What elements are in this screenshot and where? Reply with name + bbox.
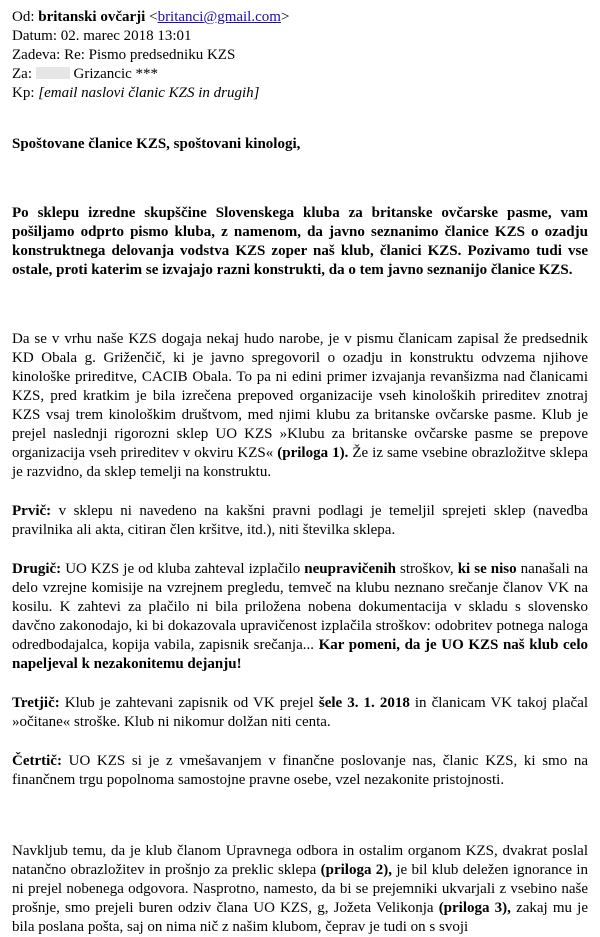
p1-bold: (priloga 1). <box>277 445 349 461</box>
p3-b2: ki se niso <box>457 561 517 577</box>
paragraph-prvic <box>12 502 588 540</box>
from-line: Od: britanski ovčarji <britanci@gmail.com> <box>12 9 290 25</box>
p2-lead: Prvič: <box>12 503 52 519</box>
to-line <box>12 65 588 84</box>
p3-t3: nanašali na delo vzrejne komisije na vzrejnem pregledu, temveč na klubu neznano srečanje članov VK na kosilu. K zahtevi za plačilo ni bila priložena nobena dokumentacija v skladu s slovensko davčno zakonodajo, ki bi dokazovala upravičenost izplačila stroškov: odobritev potnega naloga odredbodajalca, kopija vabila, zapisnik srečanja... <box>12 561 589 653</box>
to-value: Grizancic *** <box>73 66 159 82</box>
to-label: Za: <box>12 66 32 82</box>
date-value: 02. marec 2018 13:01 <box>60 28 192 44</box>
p4-b1: šele 3. 1. 2018 <box>318 695 410 711</box>
intro-paragraph: Po sklepu izredne skupščine Slovenskega kluba za britanske ovčarske pasme, vam pošiljamo odprto pismo kluba, z namenom, da javno seznanimo članice KZS o ozadju konstruktnega delovanja vodstva KZS zoper naš klub, članici KZS. Pozivamo tudi vse ostale, proti katerim se izvajajo razni konstrukti, da o tem javno seznanijo članice KZS. <box>12 205 588 278</box>
paragraph-cetrtic <box>12 752 588 790</box>
paragraph-navkljub <box>12 842 588 937</box>
cc-line <box>12 84 588 103</box>
p6-t3: zakaj mu je bila poslana pošta, saj on nima nič z našim klubom, čeprav je tudi on s svoji <box>12 900 589 935</box>
from-email-link[interactable]: britanci@gmail.com <box>157 9 281 25</box>
date-line <box>12 27 588 46</box>
date-label: Datum: <box>12 28 57 44</box>
paragraph-1 <box>12 330 588 482</box>
p4-lead: Tretjič: <box>12 695 60 711</box>
p5-text: UO KZS si je z vmešavanjem v finančne poslovanje nas, članic KZS, ki smo na finančnem trgu popolnoma samostojne pravne osebe, vzel nezakonite pristojnosti. <box>12 753 589 788</box>
subject-label: Zadeva: <box>12 47 61 63</box>
subject-line <box>12 46 588 65</box>
cc-value: [email naslovi članic KZS in drugih] <box>38 85 260 101</box>
cc-label: Kp: <box>12 85 35 101</box>
p6-b2: (priloga 3), <box>438 900 511 916</box>
p6-b1: (priloga 2), <box>320 862 393 878</box>
p3-t1: UO KZS je od kluba zahteval izplačilo <box>65 561 301 577</box>
p5-lead: Četrtič: <box>12 753 62 769</box>
from-name: britanski ovčarji <box>38 9 146 25</box>
p1-after: Že iz same vsebine obrazložitve sklepa je razvidno, da sklep temelji na konstruktu. <box>12 445 589 480</box>
p4-t2: in članicam VK takoj plačal »očitane« stroške. Klub ni nikomur dolžan niti centa. <box>12 695 589 730</box>
p3-b3: Kar pomeni, da je UO KZS naš klub celo napeljeval k nezakonitemu dejanju! <box>12 637 588 672</box>
redacted-name <box>36 67 70 79</box>
from-label: Od: <box>12 9 35 25</box>
p4-t1: Klub je zahtevani zapisnik od VK prejel <box>64 695 314 711</box>
subject-value: Re: Pismo predsedniku KZS <box>64 47 236 63</box>
p3-b1: neupravičenih <box>304 561 396 577</box>
greeting: Spoštovane članice KZS, spoštovani kinologi, <box>12 136 301 152</box>
p1-text: Da se v vrhu naše KZS dogaja nekaj hudo narobe, je v pismu članicam zapisal že predsednik KD Obala g. Griženčič, ki je javno spregovoril o ozadju in konstruktu odvzema njihove kinološke prireditve, CACIB Obala. To pa ni edini primer izvajanja revanšizma nad članicami KZS, pred kratkim je bila izrečena prepoved organizacije vseh kinoloških prireditev znotraj KZS vsaj trem kinološkim društvom, med njimi klubu za britanske ovčarske pasme. Klub je prejel naslednji rigorozni sklep UO KZS »Klubu za britanske ovčarske pasme se prepove organizacija vseh prireditev v okviru KZS« <box>12 331 588 461</box>
paragraph-drugic <box>12 560 588 674</box>
p6-t1: Navkljub temu, da je klub članom Upravnega odbora in ostalim organom KZS, dvakrat poslal natančno obrazložitev in prošnjo za preklic sklepa <box>12 843 588 878</box>
p2-text: v sklepu ni navedeno na kakšni pravni podlagi je temeljil sprejeti sklep (navedba pravilnika ali akta, citiran člen kršitve, itd.), niti številka sklepa. <box>12 503 588 538</box>
email-header <box>12 8 588 103</box>
p3-t2: stroškov, <box>400 561 454 577</box>
paragraph-tretjic <box>12 694 588 732</box>
p3-lead: Drugič: <box>12 561 62 577</box>
p6-t2: je bil klub deležen ignorance in ni prejel nobenega odgovora. Nasprotno, namesto, da bi se prejemniki ukvarjali z vsebino naše prošnje, smo prejeli buren odziv člana UO KZS, g, Jožeta Velikonja <box>12 862 589 916</box>
